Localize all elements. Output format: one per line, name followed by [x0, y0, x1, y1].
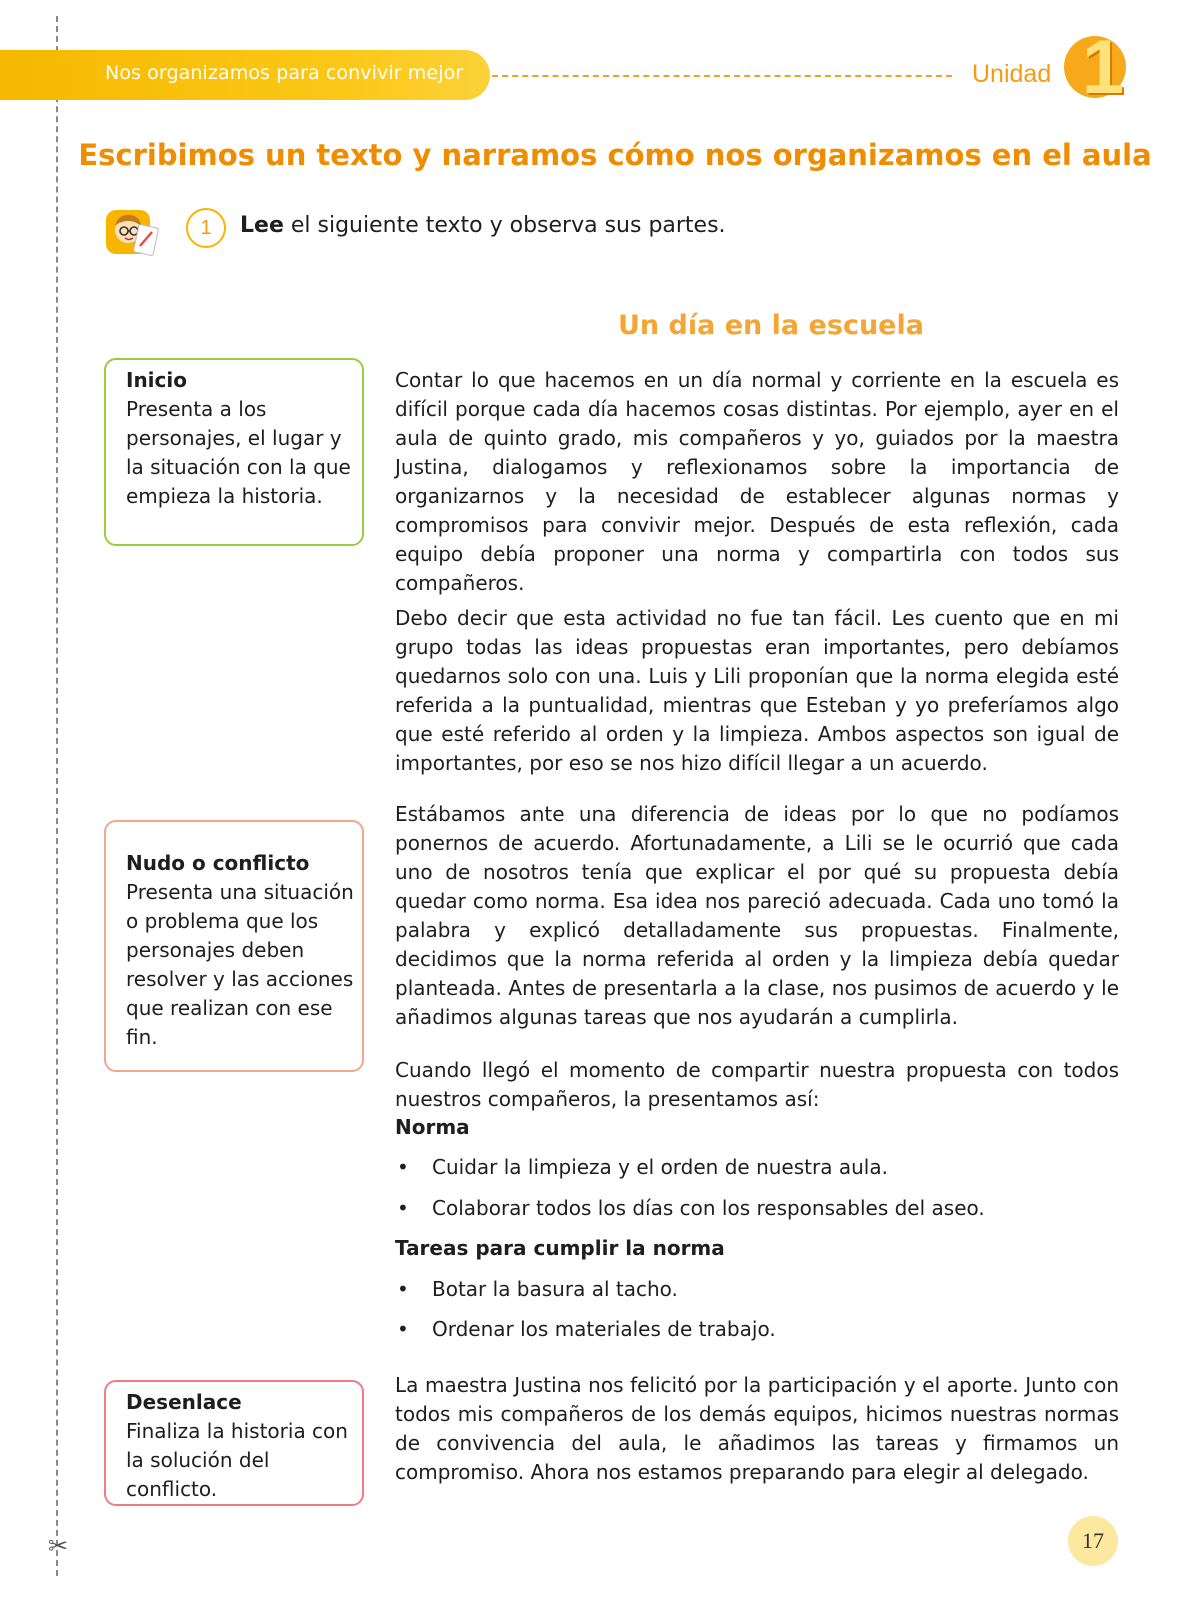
note-inicio — [104, 358, 364, 546]
note-desenlace — [104, 1380, 364, 1506]
paragraph-text: Cuando llegó el momento de compartir nuestra propuesta con todos nuestros compañeros, la presentamos así: — [395, 1058, 1119, 1111]
instruction-number: 1 — [186, 208, 226, 248]
paragraph-text: Estábamos ante una diferencia de ideas por lo que no podíamos ponernos de acuerdo. Afortunadamente, a Lili se le ocurrió que cada uno de nosotros tenía que explicar el por qué su propuesta debía quedar como norma. Esa idea nos pareció adecuada. Cada uno tomó la palabra y explicó detalladamente sus propuestas. Finalmente, decidimos que la norma referida al orden y la limpieza debía quedar planteada. Antes de presentarla a la clase, nos pusimos de acuerdo y le añadimos algunas tareas que nos ayudarán a cumplirla. — [395, 802, 1119, 1029]
story-paragraph-1 — [395, 366, 1119, 598]
story-paragraph-3 — [395, 800, 1119, 1032]
paragraph-text: La maestra Justina nos felicitó por la participación y el aporte. Junto con todos mis compañeros de los demás equipos, hicimos nuestras normas de convivencia del aula, le añadimos las tareas y firmamos un compromiso. Ahora nos estamos preparando para elegir al delegado. — [395, 1373, 1119, 1484]
tareas-heading: Tareas para cumplir la norma — [395, 1236, 725, 1260]
page-number: 17 — [1082, 1528, 1104, 1553]
story-closing-paragraph — [395, 1371, 1119, 1487]
list-item-text: Cuidar la limpieza y el orden de nuestra aula. — [432, 1155, 888, 1179]
note-inicio-title: Inicio — [126, 368, 187, 392]
story-title: Un día en la escuela — [618, 310, 924, 341]
bullet-dot: • — [397, 1277, 409, 1301]
bullet-dot: • — [397, 1155, 409, 1179]
instruction-bold: Lee — [240, 213, 284, 238]
note-inicio-text: Presenta a los personajes, el lugar y la situación con la que empieza la historia. — [126, 397, 351, 508]
note-nudo-title: Nudo o conflicto — [126, 851, 310, 875]
unit-label: Unidad — [972, 60, 1052, 88]
reader-icon — [104, 206, 160, 260]
banner-dashed-line — [492, 75, 952, 77]
list-item-text: Colaborar todos los días con los responsables del aseo. — [432, 1196, 985, 1220]
list-item-text: Ordenar los materiales de trabajo. — [432, 1317, 776, 1341]
story-paragraph-2 — [395, 604, 1119, 778]
note-nudo-text: Presenta una situación o problema que los personajes deben resolver y las acciones que realizan con ese fin. — [126, 880, 354, 1049]
bullet-dot: • — [397, 1317, 409, 1341]
paragraph-text: Debo decir que esta actividad no fue tan fácil. Les cuento que en mi grupo todas las ideas propuestas eran importantes, pero debíamos quedarnos solo con una. Luis y Lili proponían que la norma elegida esté referida a la puntualidad, mientras que Esteban y yo preferíamos algo que esté referido al orden y la limpieza. Ambos aspectos son igual de importantes, por eso se nos hizo difícil llegar a un acuerdo. — [395, 606, 1119, 775]
note-desenlace-title: Desenlace — [126, 1390, 242, 1414]
paragraph-text: Contar lo que hacemos en un día normal y corriente en la escuela es difícil porque cada día hacemos cosas distintas. Por ejemplo, ayer en el aula de quinto grado, mis compañeros y yo, guiados por la maestra Justina, dialogamos y reflexionamos sobre la importancia de organizarnos y la necesidad de establecer algunas normas y compromisos para convivir mejor. Después de esta reflexión, cada equipo debía proponer una norma y compartirla con todos sus compañeros. — [395, 368, 1119, 595]
story-paragraph-4 — [395, 1056, 1119, 1114]
norma-heading: Norma — [395, 1115, 470, 1139]
page-title: Escribimos un texto y narramos cómo nos organizamos en el aula — [78, 138, 1152, 172]
scissors-icon: ✂ — [48, 1532, 69, 1560]
list-item-text: Botar la basura al tacho. — [432, 1277, 678, 1301]
instruction-rest: el siguiente texto y observa sus partes. — [283, 213, 726, 238]
banner-title: Nos organizamos para convivir mejor — [105, 62, 464, 84]
instruction-text — [240, 213, 726, 238]
note-desenlace-text: Finaliza la historia con la solución del conflicto. — [126, 1419, 348, 1501]
note-nudo — [104, 820, 364, 1072]
bullet-dot: • — [397, 1196, 409, 1220]
cut-line — [56, 16, 58, 1576]
unit-number: 1 — [1081, 25, 1125, 110]
